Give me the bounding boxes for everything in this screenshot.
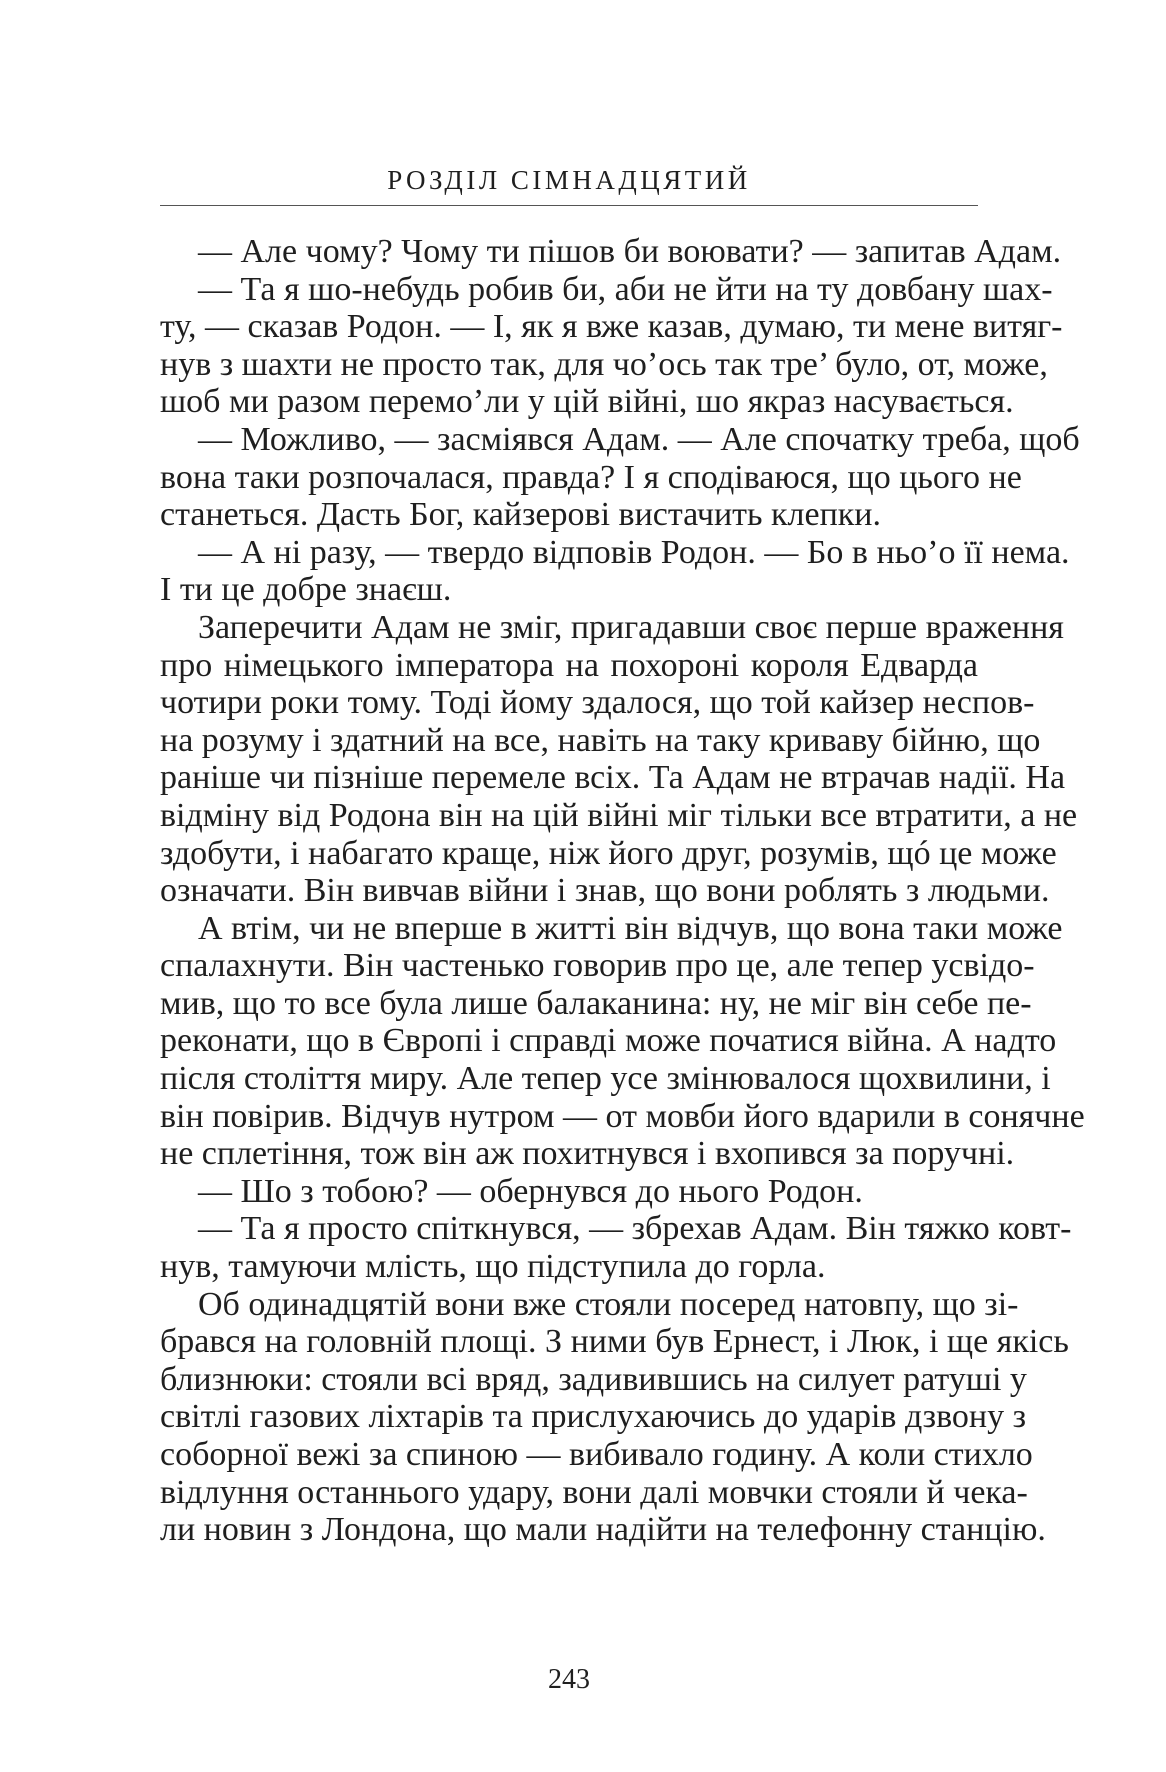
text-line: відміну від Родона він на цій війні міг тільки все втратити, а не	[160, 796, 1078, 834]
text-line: чотири роки тому. Тоді йому здалося, що той кайзер неспов-	[160, 684, 1035, 722]
text-line: Заперечити Адам не зміг, пригадавши своє перше враження	[198, 608, 1064, 646]
text-line: А втім, чи не вперше в житті він відчув, що вона таки може	[198, 909, 1063, 947]
text-line: — Та я просто спіткнувся, — збрехав Адам. Він тяжко ковт-	[198, 1210, 1072, 1248]
text-line: — Шо з тобою? — обернувся до нього Родон.	[198, 1172, 863, 1210]
text-line: після століття миру. Але тепер усе змінювалося щохвилини, і	[160, 1060, 1051, 1098]
text-line: раніше чи пізніше перемеле всіх. Та Адам не втрачав надії. На	[160, 759, 1066, 797]
text-line: на розуму і здатний на все, навіть на таку криваву бійню, що	[160, 721, 1041, 759]
text-line: — Можливо, — засміявся Адам. — Але спочатку треба, щоб	[198, 420, 1080, 458]
text-line: соборної вежі за спиною — вибивало годину. А коли стихло	[160, 1436, 1033, 1473]
text-line: — А ні разу, — твердо відповів Родон. — Бо в ньо’о її нема.	[198, 533, 1070, 571]
text-line: ту, — сказав Родон. — І, як я вже казав, думаю, ти мене витяг-	[160, 308, 1063, 346]
text-line: І ти це добре знаєш.	[160, 571, 452, 609]
text-line: здобути, і набагато краще, ніж його друг, розумів, щó це може	[160, 834, 1057, 872]
text-line: відлуння останнього удару, вони далі мовчки стояли й чека-	[160, 1473, 1028, 1511]
body-text	[160, 233, 1085, 1549]
text-line: Об одинадцятій вони вже стояли посеред натовпу, що зі-	[198, 1285, 1019, 1323]
text-line: про німецького імператора на похороні короля Едварда	[160, 646, 978, 684]
page-number: 243	[548, 1664, 590, 1695]
text-line: означати. Він вивчав війни і знав, що вони роблять з людьми.	[160, 872, 1050, 910]
text-line: мив, що то все була лише балаканина: ну, не міг він себе пе-	[160, 984, 1032, 1022]
text-line: нув з шахти не просто так, для чо’ось так тре’ було, от, може,	[160, 345, 1048, 383]
running-head: РОЗДІЛ СІМНАДЦЯТИЙ	[387, 165, 751, 195]
text-line: станеться. Дасть Бог, кайзерові вистачить клепки.	[160, 496, 882, 534]
text-line: спалахнути. Він частенько говорив про це, але тепер усвідо-	[160, 947, 1035, 985]
text-line: реконати, що в Європі і справді може початися війна. А надто	[160, 1022, 1057, 1060]
text-line: вона таки розпочалася, правда? І я сподіваюся, що цього не	[160, 458, 1022, 496]
text-line: він повірив. Відчув нутром — от мовби його вдарили в сонячне	[160, 1097, 1085, 1135]
text-line: світлі газових ліхтарів та прислухаючись до ударів дзвону з	[160, 1398, 1027, 1436]
text-line: не сплетіння, тож він аж похитнувся і вхопився за поручні.	[160, 1135, 1015, 1173]
text-line: брався на головній площі. З ними був Ернест, і Люк, і ще якісь	[160, 1323, 1069, 1361]
header-rule	[160, 205, 978, 206]
text-line: шоб ми разом перемо’ли у цій війні, шо якраз насувається.	[160, 383, 1014, 421]
text-line: близнюки: стояли всі вряд, задивившись на силует ратуші у	[160, 1360, 1027, 1398]
text-line: нув, тамуючи млість, що підступила до горла.	[160, 1248, 826, 1286]
text-line: ли новин з Лондона, що мали надійти на телефонну станцію.	[160, 1511, 1046, 1549]
text-line: — Але чому? Чому ти пішов би воювати? — запитав Адам.	[198, 233, 1062, 270]
text-line: — Та я шо-небудь робив би, аби не йти на ту довбану шах-	[198, 270, 1053, 308]
